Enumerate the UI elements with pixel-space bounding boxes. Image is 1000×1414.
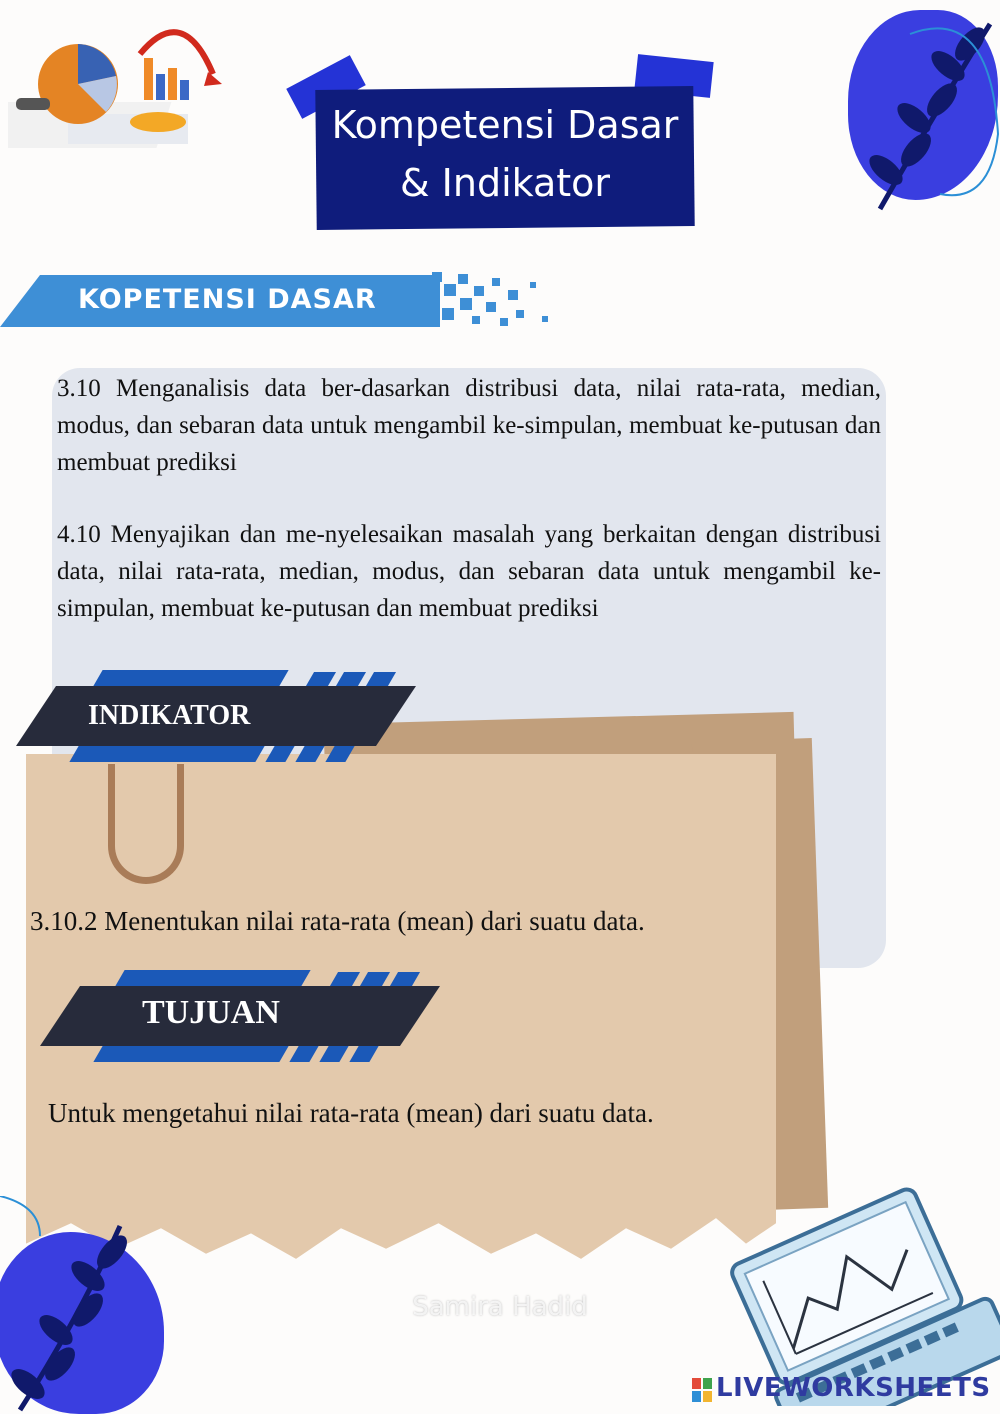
tujuan-text: Untuk mengetahui nilai rata-rata (mean) dari suatu data.	[48, 1098, 654, 1128]
page-title-line2: & Indikator	[399, 161, 611, 205]
kd-3-10-text: 3.10 Menganalisis data ber-dasarkan distribusi data, nilai rata-rata, median, modus, dan sebaran data untuk mengambil ke-simpulan, membuat ke-putusan dan membuat prediksi	[57, 375, 881, 476]
laptop-chart-icon	[722, 1176, 1000, 1406]
page-title-line1: Kompetensi Dasar	[331, 103, 679, 147]
kompetensi-dasar-label: KOPETENSI DASAR	[78, 284, 377, 315]
leaf-branch-icon	[850, 14, 1000, 214]
ribbon-stripe	[69, 746, 264, 762]
chart-illustration-icon	[8, 14, 230, 156]
liveworksheets-brand[interactable]: LIVEWORKSHEETS	[716, 1373, 991, 1403]
tujuan-label: TUJUAN	[142, 994, 280, 1031]
author-watermark: Samira Hadid	[412, 1292, 588, 1322]
kd-4-10-text: 4.10 Menyajikan dan me-nyelesaikan masalah yang berkaitan dengan distribusi data, nilai rata-rata, median, modus, dan sebaran data untuk mengambil ke-simpulan, membuat ke-putusan dan membuat prediksi	[57, 521, 881, 622]
page-title	[316, 96, 694, 212]
paper-hook-icon	[108, 764, 184, 884]
ribbon-stripe	[115, 970, 310, 986]
indikator-item: 3.10.2 Menentukan nilai rata-rata (mean) dari suatu data.	[30, 906, 645, 936]
liveworksheets-logo-icon	[692, 1378, 712, 1402]
leaf-branch-icon-bottom	[0, 1196, 180, 1414]
pixel-pattern-decoration	[412, 272, 552, 330]
indikator-label: INDIKATOR	[88, 700, 251, 731]
ribbon-stripe	[93, 1046, 288, 1062]
ribbon-stripe	[93, 670, 288, 686]
